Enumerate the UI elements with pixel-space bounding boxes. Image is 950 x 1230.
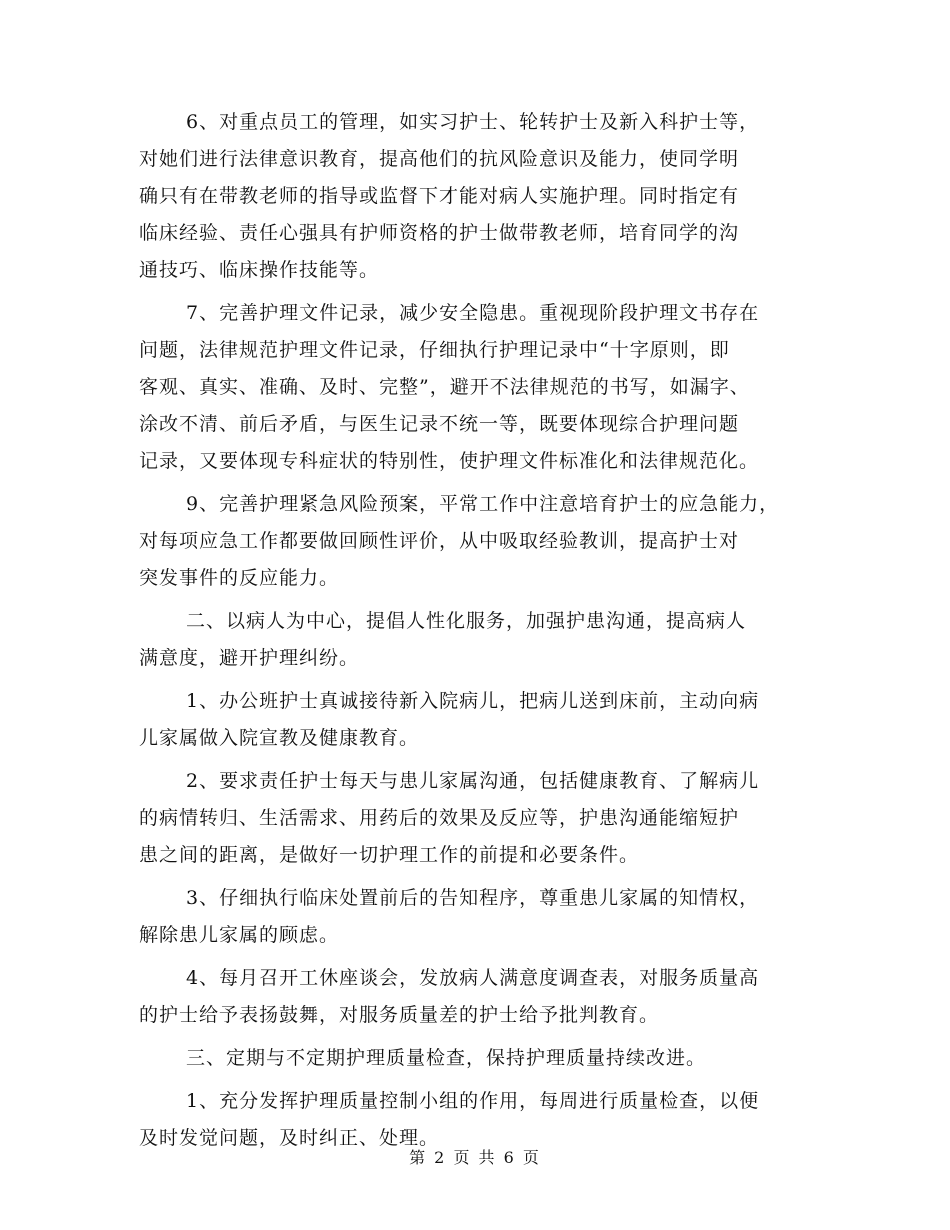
text-line: 4、每月召开工休座谈会，发放病人满意度调查表，对服务质量高	[186, 967, 760, 989]
section-heading-quality-inspection	[139, 1040, 819, 1077]
paragraph-emergency-plan	[139, 486, 819, 597]
text-line: 突发事件的反应能力。	[139, 567, 340, 589]
text-line: 患之间的距离，是做好一切护理工作的前提和必要条件。	[139, 844, 640, 866]
text-line: 的护士给予表扬鼓舞，对服务质量差的护士给予批判教育。	[139, 1004, 660, 1026]
text-line: 解除患儿家属的顾虑。	[139, 924, 340, 946]
paragraph-nursing-records	[139, 295, 819, 480]
paragraph-quality-control-group	[139, 1083, 819, 1157]
paragraph-staff-management	[139, 104, 819, 289]
text-line: 2、要求责任护士每天与患儿家属沟通，包括健康教育、了解病儿	[186, 770, 760, 792]
text-line: 客观、真实、准确、及时、完整”，避开不法律规范的书写，如漏字、	[139, 376, 750, 398]
text-line: 9、完善护理紧急风险预案，平常工作中注意培育护士的应急能力，	[186, 493, 780, 515]
text-line: 涂改不清、前后矛盾，与医生记录不统一等，既要体现综合护理问题	[139, 413, 740, 435]
text-line: 通技巧、临床操作技能等。	[139, 259, 380, 281]
document-body	[139, 104, 819, 1163]
paragraph-informed-consent	[139, 880, 819, 954]
text-line: 对她们进行法律意识教育，提高他们的抗风险意识及能力，使同学明	[139, 148, 740, 170]
text-line: 确只有在带教老师的指导或监督下才能对病人实施护理。同时指定有	[139, 185, 740, 207]
text-line: 三、定期与不定期护理质量检查，保持护理质量持续改进。	[186, 1047, 707, 1069]
text-line: 1、办公班护士真诚接待新入院病儿，把病儿送到床前，主动向病	[186, 690, 760, 712]
page-number-footer: 第 2 页 共 6 页	[409, 1148, 541, 1167]
paragraph-admission-reception	[139, 683, 819, 757]
text-line: 对每项应急工作都要做回顾性评价，从中吸取经验教训，提高护士对	[139, 530, 740, 552]
text-line: 3、仔细执行临床处置前后的告知程序，尊重患儿家属的知情权，	[186, 887, 760, 909]
text-line: 的病情转归、生活需求、用药后的效果及反应等，护患沟通能缩短护	[139, 807, 740, 829]
text-line: 记录，又要体现专科症状的特别性，使护理文件标准化和法律规范化。	[139, 450, 760, 472]
text-line: 临床经验、责任心强具有护师资格的护士做带教老师，培育同学的沟	[139, 222, 740, 244]
paragraph-family-communication	[139, 763, 819, 874]
text-line: 二、以病人为中心，提倡人性化服务，加强护患沟通，提高病人	[186, 610, 747, 632]
text-line: 满意度，避开护理纠纷。	[139, 647, 360, 669]
text-line: 1、充分发挥护理质量控制小组的作用，每周进行质量检查，以便	[186, 1090, 760, 1112]
text-line: 及时发觉问题，及时纠正、处理。	[139, 1127, 440, 1149]
text-line: 7、完善护理文件记录，减少安全隐患。重视现阶段护理文书存在	[186, 302, 760, 324]
text-line: 儿家属做入院宣教及健康教育。	[139, 727, 420, 749]
section-heading-patient-centered	[139, 603, 819, 677]
paragraph-satisfaction-survey	[139, 960, 819, 1034]
text-line: 问题，法律规范护理文件记录，仔细执行护理记录中“十字原则，即	[139, 339, 730, 361]
text-line: 6、对重点员工的管理，如实习护士、轮转护士及新入科护士等，	[186, 111, 760, 133]
